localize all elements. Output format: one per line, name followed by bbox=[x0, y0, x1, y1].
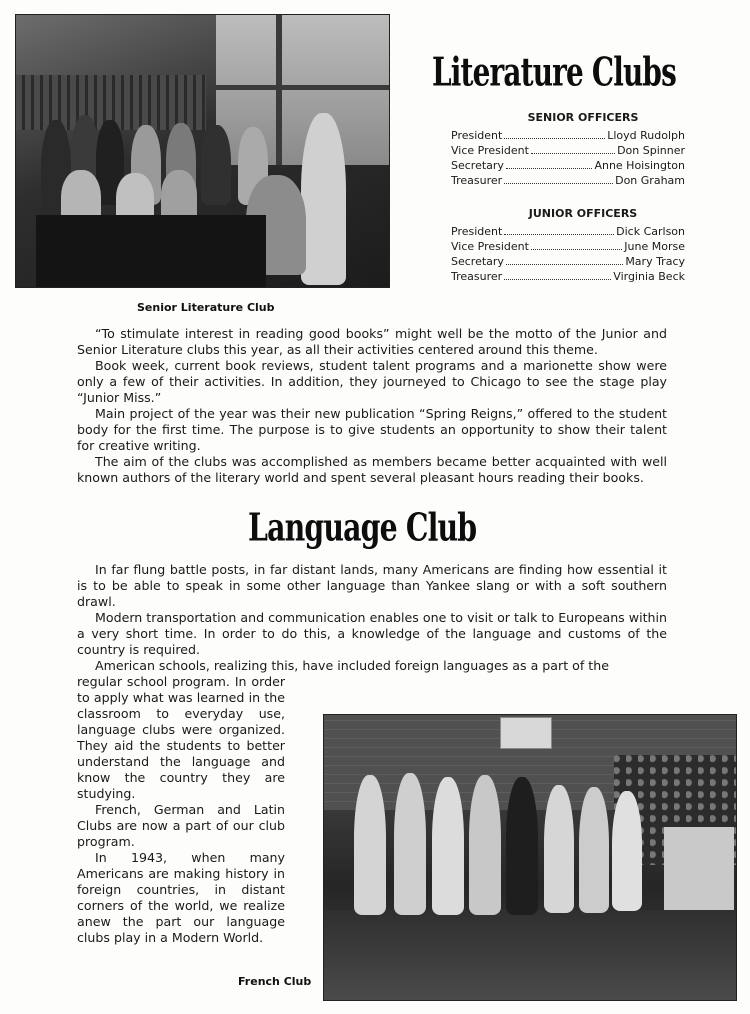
article-paragraph: French, German and Latin Clubs are now a part of our club program. bbox=[77, 802, 285, 849]
article-paragraph: Main project of the year was their new publication “Spring Reigns,” offered to the student body for the first time. The purpose is to give students an opportunity to show their talent for creative writing. bbox=[77, 406, 667, 453]
officer-row bbox=[451, 173, 685, 188]
french-club-caption: French Club bbox=[238, 975, 312, 988]
officer-name: Don Spinner bbox=[617, 144, 685, 157]
officer-row bbox=[451, 143, 685, 158]
officer-row bbox=[451, 128, 685, 143]
officer-role: Secretary bbox=[451, 159, 504, 172]
officer-role: Treasurer bbox=[451, 270, 503, 283]
article-paragraph: regular school program. In order to apply what was learned in the classroom to everyday use, language clubs were organized. They aid the students to better understand the language and know the country they are studying. bbox=[77, 674, 285, 801]
article-paragraph: In far flung battle posts, in far distant lands, many Americans are finding how essential it is to be able to speak in some other language than Yankee slang or with a soft southern drawl. bbox=[77, 562, 667, 609]
language-club-article-column bbox=[77, 674, 285, 946]
officer-role: President bbox=[451, 225, 503, 238]
senior-officers-heading: SENIOR OFFICERS bbox=[527, 111, 639, 124]
article-paragraph: Modern transportation and communication enables one to visit or talk to Europeans within a very short time. In order to do this, a knowledge of the language and customs of the country is required. bbox=[77, 610, 667, 657]
officer-row bbox=[451, 158, 685, 173]
article-paragraph: In 1943, when many Americans are making history in foreign countries, in distant corners of the world, we realize anew the part our language clubs play in a Modern World. bbox=[77, 850, 285, 945]
junior-officers-list bbox=[451, 207, 685, 284]
officer-row bbox=[451, 239, 685, 254]
officer-name: Virginia Beck bbox=[613, 270, 685, 283]
officer-name: June Morse bbox=[624, 240, 685, 253]
article-paragraph: Book week, current book reviews, student talent programs and a marionette show were only a few of their activities. In addition, they journeyed to Chicago to see the stage play “Junior Miss.” bbox=[77, 358, 667, 405]
officer-name: Mary Tracy bbox=[625, 255, 685, 268]
officer-row bbox=[451, 254, 685, 269]
junior-officers-heading: JUNIOR OFFICERS bbox=[528, 207, 638, 220]
language-club-title: Language Club bbox=[248, 505, 477, 550]
officer-role: Vice President bbox=[451, 240, 529, 253]
language-club-article bbox=[77, 562, 667, 674]
officer-name: Lloyd Rudolph bbox=[607, 129, 685, 142]
officer-name: Don Graham bbox=[615, 174, 685, 187]
officer-role: Treasurer bbox=[451, 174, 503, 187]
officer-row bbox=[451, 269, 685, 284]
officer-role: President bbox=[451, 129, 503, 142]
french-club-photo bbox=[323, 714, 737, 1001]
senior-literature-club-caption: Senior Literature Club bbox=[137, 301, 275, 314]
officer-row bbox=[451, 224, 685, 239]
literature-clubs-title: Literature Clubs bbox=[432, 50, 676, 96]
officer-role: Secretary bbox=[451, 255, 504, 268]
article-paragraph: American schools, realizing this, have included foreign languages as a part of the bbox=[95, 658, 609, 673]
officer-role: Vice President bbox=[451, 144, 529, 157]
article-paragraph: The aim of the clubs was accomplished as members became better acquainted with well known authors of the literary world and spent several pleasant hours reading their books. bbox=[77, 454, 667, 485]
officer-name: Dick Carlson bbox=[616, 225, 685, 238]
literature-clubs-article bbox=[77, 326, 667, 486]
officer-name: Anne Hoisington bbox=[594, 159, 685, 172]
article-paragraph: “To stimulate interest in reading good books” might well be the motto of the Junior and Senior Literature clubs this year, as all their activities centered around this theme. bbox=[77, 326, 667, 357]
senior-officers-list bbox=[451, 111, 685, 188]
senior-literature-club-photo bbox=[15, 14, 390, 288]
